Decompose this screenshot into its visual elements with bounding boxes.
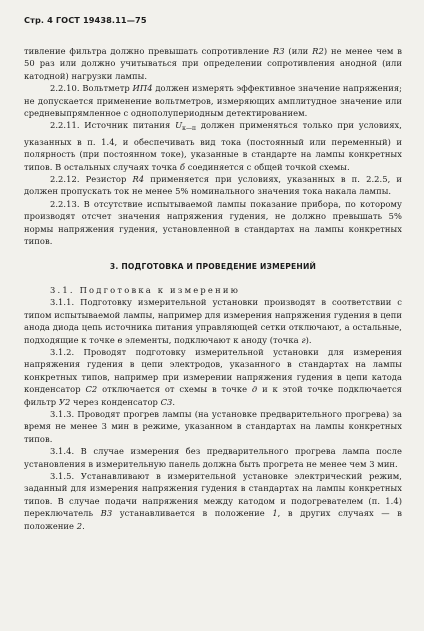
page-header: Стр. 4 ГОСТ 19438.11—75: [24, 15, 147, 25]
subsection-title-text: 3.1. Подготовка к измерению: [50, 284, 241, 295]
section-title: 3. ПОДГОТОВКА И ПРОВЕДЕНИЕ ИЗМЕРЕНИЙ: [109, 261, 317, 271]
paragraph-p-cont: тивление фильтра должно превышать сопротивление R3 (или R2) не менее чем в 50 раз или должно учитываться при определении сопротивления анодной (или катодной) нагрузки лампы.: [24, 46, 402, 81]
paragraph-p-2-2-10: 2.2.10. Вольтметр ИП4 должен измерять эффективное значение напряжения; не допускается применение вольтметров, измеряющих амплитудное значение или средневыпрямленное с однополупериодным детектированием.: [24, 83, 402, 119]
paragraph-p-3-1-4: 3.1.4. В случае измерения без предварительного прогрева лампа после установления в измерительную панель должна быть прогрета не менее чем 3 мин.: [24, 446, 402, 469]
paragraph-p-2-2-12: 2.2.12. Резистор R4 применяется при условиях, указанных в п. 2.2.5, и должен пропускать ток не менее 5% номинального значения тока накала лампы.: [24, 174, 402, 197]
paragraph-p-3-1-1: 3.1.1. Подготовку измерительной установки производят в соответствии с типом испытываемой лампы, например для измерения напряжения гудения в цепи анода диода цепь источника питания управляющей сетки отключают, а остальные, подходящие к точке в элементы, подключают к аноду (точка г).: [24, 297, 402, 345]
paragraph-p-3-1-3: 3.1.3. Проводят прогрев лампы (на установке предварительного прогрева) за время не менее 3 мин в режиме, указанном в стандартах на лампы конкретных типов.: [24, 408, 402, 444]
section-2-paragraphs: [24, 45, 402, 248]
paragraph-p-3-1-5: 3.1.5. Устанавливают в измерительной установке электрический режим, заданный для измерения напряжения гудения в стандартах на лампы конкретных типов. В случае подачи напряжения между катодом и подогревателем (п. 1.4) переключатель В3 устанавливается в положение 1, в других случаях — в положение 2.: [24, 471, 402, 531]
paragraph-p-2-2-13: 2.2.13. В отсутствие испытываемой лампы показание прибора, по которому производят отсчет значения напряжения гудения, не должно превышать 5% нормы напряжения гудения, установленной в стандартах на лампы конкретных типов.: [24, 198, 402, 247]
section-3-paragraphs: [24, 296, 402, 532]
subsection-title: [24, 284, 402, 296]
paragraph-p-2-2-11: 2.2.11. Источник питания $U_{к—п}$ должен применяться только при условиях, указанных в п. 1.4, и обеспечивать вид тока (постоянный или переменный) и полярность (при постоянном токе), указанные в стандарте на лампы конкретных типов. В остальных случаях точка б соединяется с общей точкой схемы.: [24, 120, 402, 172]
page-content: [24, 45, 402, 532]
paragraph-p-3-1-2: 3.1.2. Проводят подготовку измерительной установки для измерения напряжения гудения в цепи электродов, указанного в стандартах на лампы конкретных типов, например при измерении напряжения гудения в цепи катода конденсатор С2 отключается от схемы в точке д и к этой точке подключается фильтр У2 через конденсатор С3.: [24, 346, 402, 407]
